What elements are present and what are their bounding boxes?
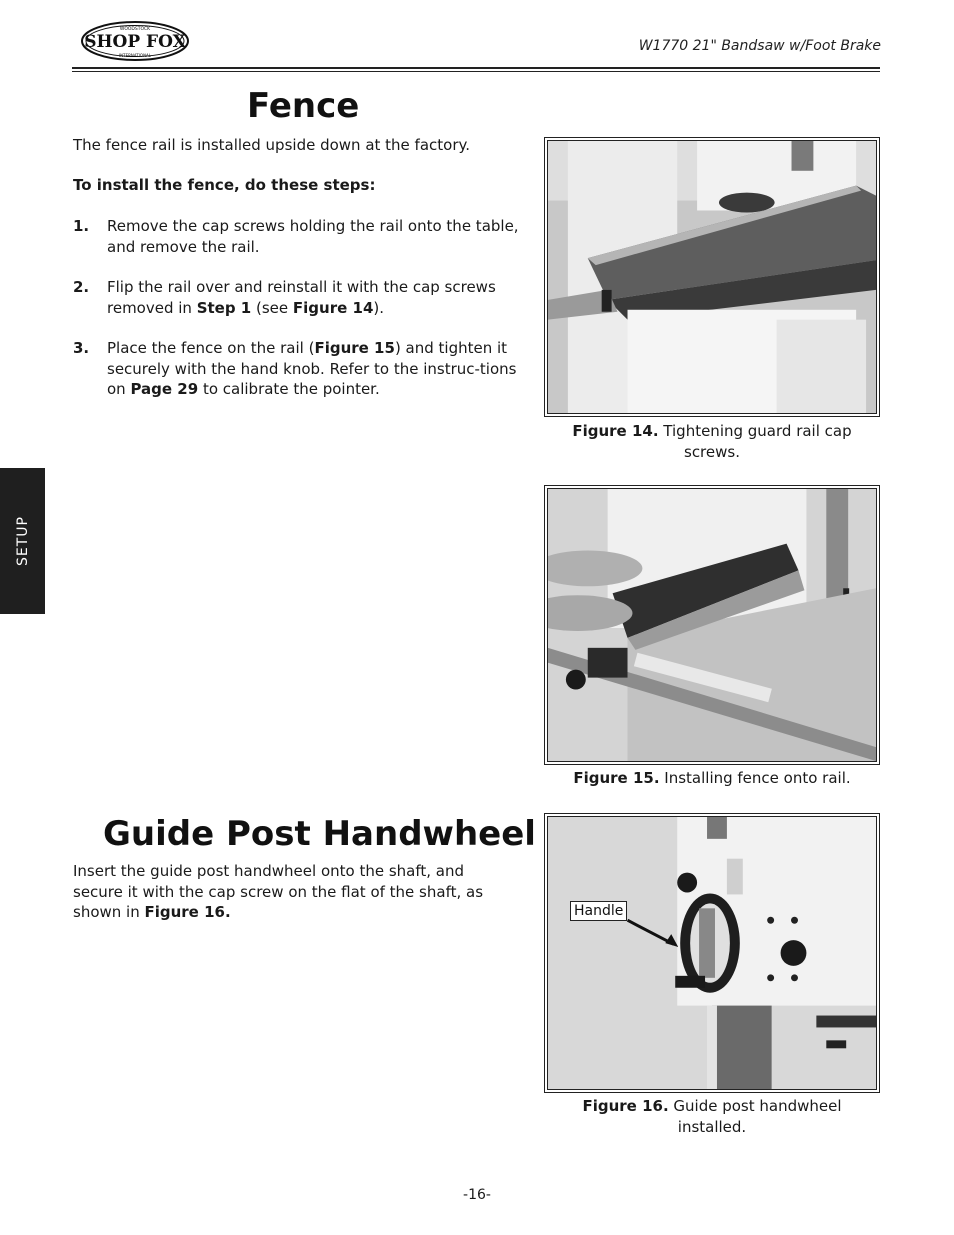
figure-16-caption: Figure 16. Guide post handwheel installed. xyxy=(582,1097,842,1136)
step-text: Place the fence on the rail (Figure 15) and tighten it securely with the hand knob. Refer to the instruc-tions on Page 29 to calibrate the pointer. xyxy=(107,339,517,398)
guide-post-heading: Guide Post Handwheel xyxy=(103,814,536,854)
manual-title: W1770 21" Bandsaw w/Foot Brake xyxy=(638,38,881,54)
handle-callout: Handle xyxy=(570,901,627,921)
figure-ref: Figure 15 xyxy=(314,339,395,357)
figure-label: Figure 16. xyxy=(582,1097,669,1115)
figure-15-caption: Figure 15. Installing fence onto rail. xyxy=(573,769,851,787)
logo-arc-top: WOODSTOCK xyxy=(119,27,151,32)
logo-arc-bottom: INTERNATIONAL xyxy=(118,53,152,58)
step-ref: Step 1 xyxy=(196,298,252,317)
figure-label: Figure 15. xyxy=(573,769,660,787)
fence-steps-lead: To install the fence, do these steps: xyxy=(73,176,376,194)
figure-ref: Figure 16. xyxy=(144,903,231,921)
guide-post-text: Insert the guide post handwheel onto the shaft, and secure it with the cap screw on the flat of the shaft, as shown in Figure 16. xyxy=(73,862,484,921)
header-rule-thin xyxy=(72,71,880,72)
figure-14-photo xyxy=(544,137,880,417)
page-ref: Page 29 xyxy=(130,380,199,398)
page-number: -16- xyxy=(463,1187,491,1203)
figure-16-photo xyxy=(544,813,880,1093)
logo-text: SHOP FOX xyxy=(84,32,186,52)
section-side-tab xyxy=(0,468,45,614)
figure-14-caption: Figure 14. Tightening guard rail cap screws. xyxy=(572,422,852,461)
fence-step-1 xyxy=(73,216,523,257)
shop-fox-logo xyxy=(80,20,190,62)
figure-ref: Figure 14 xyxy=(292,298,374,317)
step-text: Flip the rail over and reinstall it with the cap screws removed in Step 1 (see Figure 14). xyxy=(107,278,496,317)
step-text: Remove the cap screws holding the rail onto the table, and remove the rail. xyxy=(107,217,519,256)
fence-heading: Fence xyxy=(247,86,360,126)
fence-intro: The fence rail is installed upside down at the factory. xyxy=(73,136,471,154)
step-number: 2. xyxy=(73,278,90,296)
figure-label: Figure 14. xyxy=(572,422,659,440)
step-number: 3. xyxy=(73,339,90,357)
step-number: 1. xyxy=(73,217,90,235)
fence-step-2 xyxy=(73,277,523,318)
header-rule xyxy=(72,67,880,69)
side-tab-label: SETUP xyxy=(14,516,31,566)
figure-15-photo xyxy=(544,485,880,765)
fence-step-3 xyxy=(73,338,523,400)
